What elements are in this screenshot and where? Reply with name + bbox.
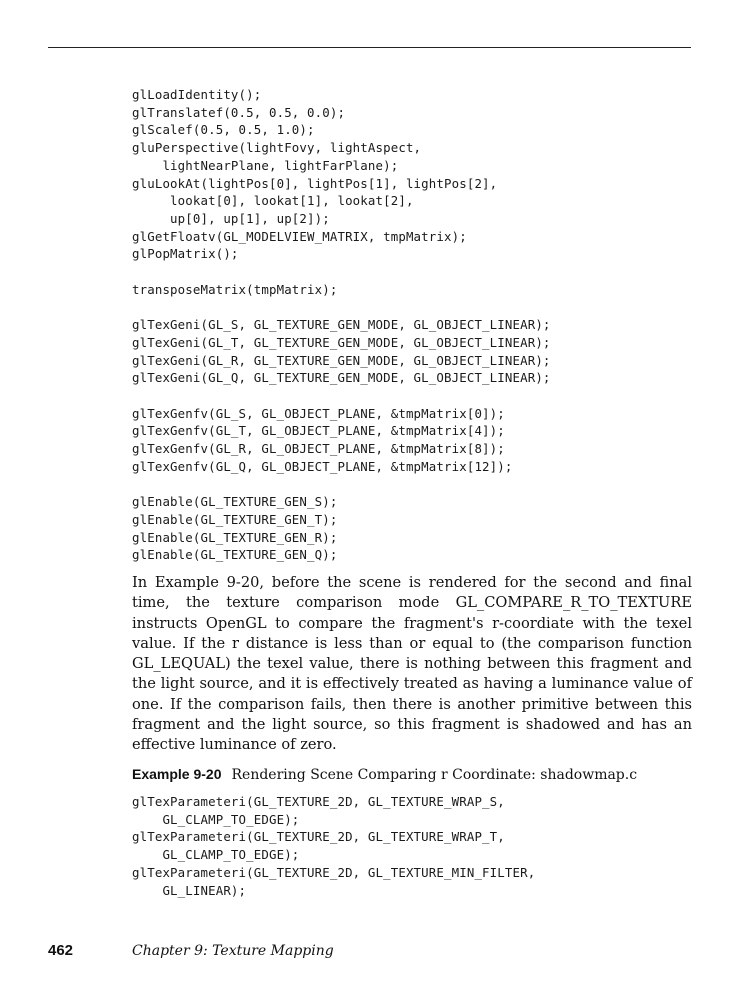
code-block-texgen: glLoadIdentity(); glTranslatef(0.5, 0.5, 0.0); glScalef(0.5, 0.5, 1.0); gluPerspective(lightFovy, lightAspect, lightNearPlane, lightFarPlane); gluLookAt(lightPos[0], lightPos[1], lightPos[2], lookat[0], lookat[1], lookat[2], up[0], up[1], up[2]); glGetFloatv(GL_MODELVIEW_MATRIX, tmpMatrix); glPopMatrix(); transposeMatrix(tmpMatrix); glTexGeni(GL_S, GL_TEXTURE_GEN_MODE, GL_OBJECT_LINEAR); glTexGeni(GL_T, GL_TEXTURE_GEN_MODE, GL_OBJECT_LINEAR); glTexGeni(GL_R, GL_TEXTURE_GEN_MODE, GL_OBJECT_LINEAR); glTexGeni(GL_Q, GL_TEXTURE_GEN_MODE, GL_OBJECT_LINEAR); glTexGenfv(GL_S, GL_OBJECT_PLANE, &tmpMatrix[0]); glTexGenfv(GL_T, GL_OBJECT_PLANE, &tmpMatrix[4]); glTexGenfv(GL_R, GL_OBJECT_PLANE, &tmpMatrix[8]); glTexGenfv(GL_Q, GL_OBJECT_PLANE, &tmpMatrix[12]); glEnable(GL_TEXTURE_GEN_S); glEnable(GL_TEXTURE_GEN_T); glEnable(GL_TEXTURE_GEN_R); glEnable(GL_TEXTURE_GEN_Q); (132, 87, 551, 563)
header-rule (48, 47, 691, 48)
example-caption (132, 764, 692, 785)
body-paragraph: In Example 9-20, before the scene is rendered for the second and final time, the texture comparison mode GL_COMPARE_R_TO_TEXTURE instructs OpenGL to compare the fragment's r-coordiate with the texel value. If the r distance is less than or equal to (the comparison function GL_LEQUAL) the texel value, there is nothing between this fragment and the light source, and it is effectively treated as having a luminance value of one. If the comparison fails, then there is another primitive between this fragment and the light source, so this fragment is shadowed and has an effective luminance of zero. (132, 574, 692, 754)
example-title: Rendering Scene Comparing r Coordinate: shadowmap.c (231, 767, 638, 783)
example-label: Example 9-20 (132, 766, 222, 782)
code-block-texparameter: glTexParameteri(GL_TEXTURE_2D, GL_TEXTURE_WRAP_S, GL_CLAMP_TO_EDGE); glTexParameteri(GL_TEXTURE_2D, GL_TEXTURE_WRAP_T, GL_CLAMP_TO_EDGE); glTexParameteri(GL_TEXTURE_2D, GL_TEXTURE_MIN_FILTER, GL_LINEAR); (132, 794, 536, 898)
page-number: 462 (48, 942, 74, 959)
chapter-title: Chapter 9: Texture Mapping (132, 943, 334, 959)
